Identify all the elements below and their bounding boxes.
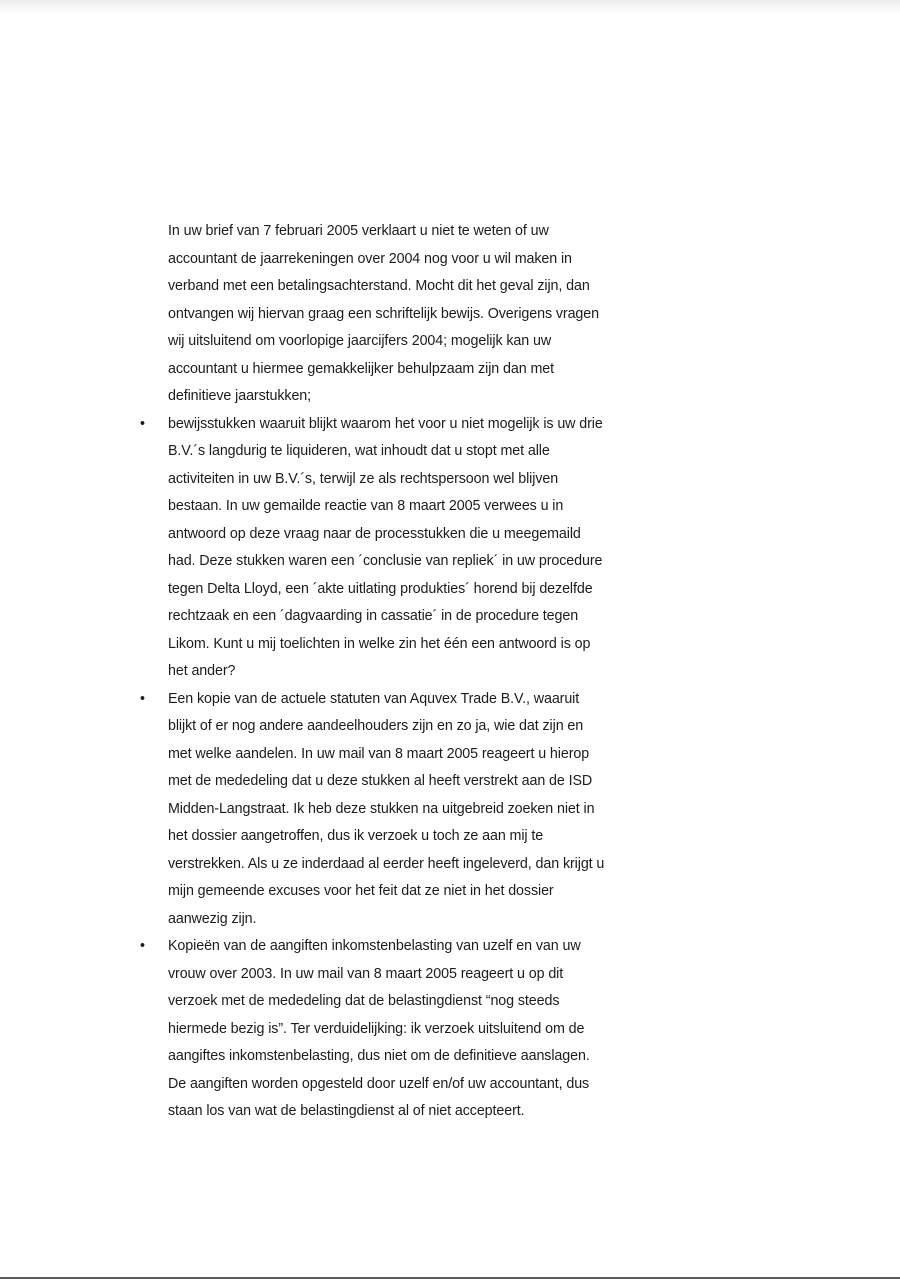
list-item-aangiften bbox=[140, 933, 668, 1126]
list-item-statuten bbox=[140, 686, 668, 934]
intro-paragraph: In uw brief van 7 februari 2005 verklaart u niet te weten of uw accountant de jaarrekeningen over 2004 nog voor u wil maken in verband met een betalingsachterstand. Mocht dit het geval zijn, dan ontvangen wij hiervan graag een schriftelijk bewijs. Overigens vragen wij uitsluitend om voorlopige jaarcijfers 2004; mogelijk kan uw accountant u hiermee gemakkelijker behulpzaam zijn dan met definitieve jaarstukken; bbox=[168, 223, 599, 404]
list-item-text: Een kopie van de actuele statuten van Aquvex Trade B.V., waaruit blijkt of er nog andere aandeelhouders zijn en zo ja, wie dat zijn en met welke aandelen. In uw mail van 8 maart 2005 reageert u hierop met de mededeling dat u deze stukken al heeft verstrekt aan de ISD Midden-Langstraat. Ik heb deze stukken na uitgebreid zoeken niet in het dossier aangetroffen, dus ik verzoek u toch ze aan mij te verstrekken. Als u ze inderdaad al eerder heeft ingeleverd, dan krijgt u mijn gemeende excuses voor het feit dat ze niet in het dossier aanwezig zijn. bbox=[168, 690, 605, 927]
letter-body bbox=[140, 218, 668, 1126]
bullet-dot-icon: • bbox=[140, 690, 146, 707]
bullet-dot-icon: • bbox=[140, 415, 146, 432]
list-item-bewijsstukken bbox=[140, 411, 668, 686]
scan-shadow-top bbox=[0, 0, 900, 14]
list-item-text: Kopieën van de aangiften inkomstenbelasting van uzelf en van uw vrouw over 2003. In uw mail van 8 maart 2005 reageert u op dit verzoek met de mededeling dat de belastingdienst “nog steeds hiermede bezig is”. Ter verduidelijking: ik verzoek uitsluitend om de aangiftes inkomstenbelasting, dus niet om de definitieve aanslagen. De aangiften worden opgesteld door uzelf en/of uw accountant, dus staan los van wat de belastingdienst al of niet accepteert. bbox=[168, 938, 590, 1119]
bullet-dot-icon: • bbox=[140, 938, 146, 954]
list-item-text: bewijsstukken waaruit blijkt waarom het voor u niet mogelijk is uw drie B.V.´s langdurig te liquideren, wat inhoudt dat u stopt met alle activiteiten in uw B.V.´s, terwijl ze als rechtspersoon wel blijven bestaan. In uw gemailde reactie van 8 maart 2005 verwees u in antwoord op deze vraag naar de processtukken die u meegemaild had. Deze stukken waren een ´conclusie van repliek´ in uw procedure tegen Delta Lloyd, een ´akte uitlating produkties´ horend bij dezelfde rechtzaak en een ´dagvaarding in cassatie´ in de procedure tegen Likom. Kunt u mij toelichten in welke zin het één een antwoord is op het ander? bbox=[168, 415, 603, 679]
